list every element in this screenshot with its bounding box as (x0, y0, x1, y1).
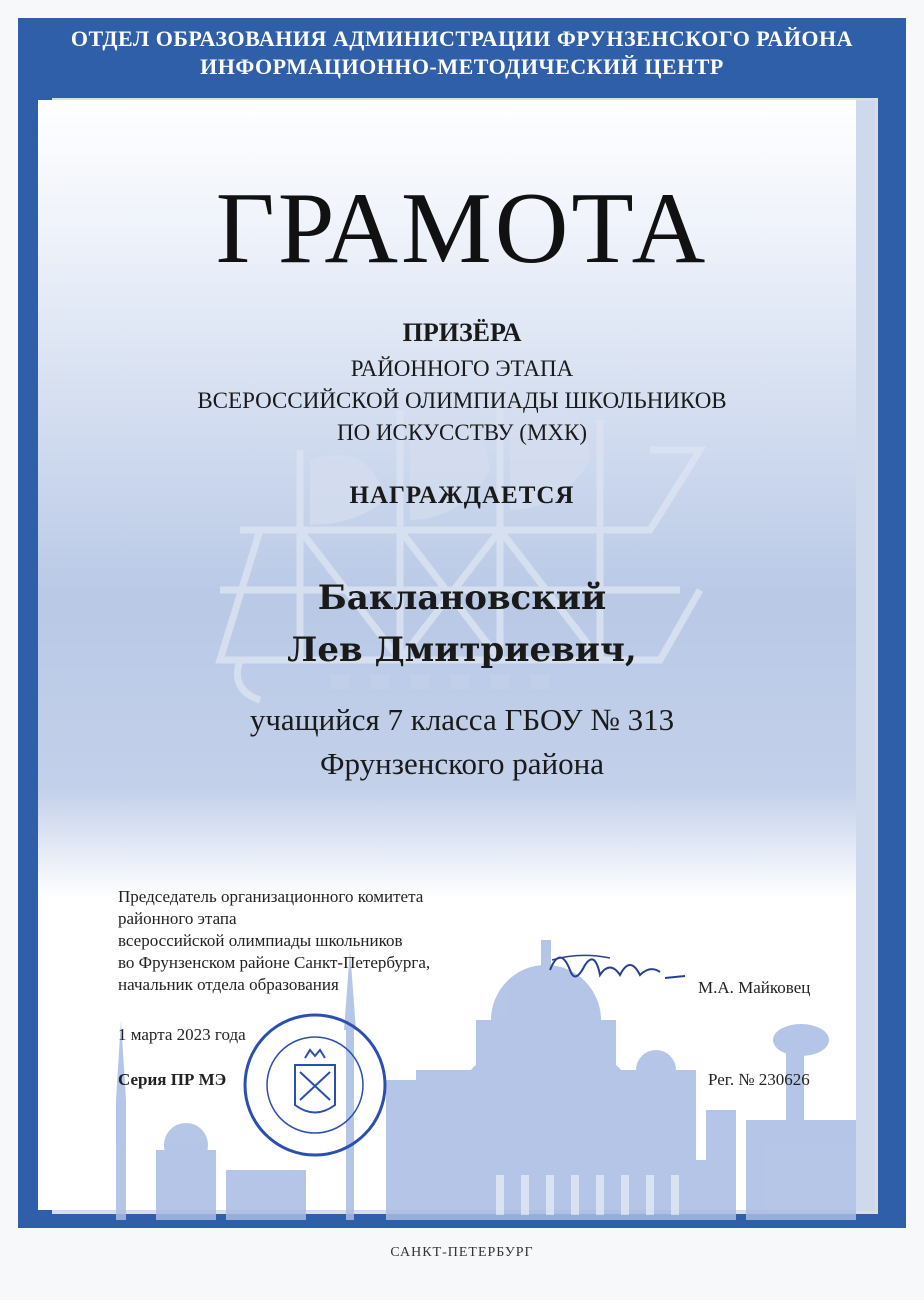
recipient-given-names: Лев Дмитриевич, (287, 630, 637, 670)
student-district: Фрунзенского района (320, 746, 604, 781)
official-seal-icon (240, 1010, 390, 1160)
series-label: Серия ПР МЭ (118, 1070, 227, 1089)
handwritten-signature-icon (540, 940, 690, 1000)
registration-number: Рег. № 230626 (708, 1070, 810, 1089)
signatory-line-4: во Фрунзенском районе Санкт-Петербурга, (118, 953, 431, 972)
student-class-school: учащийся 7 класса ГБОУ № 313 (249, 702, 675, 737)
signatory-line-1: Председатель организационного комитета (118, 887, 424, 906)
signatory-line-3: всероссийской олимпиады школьников (118, 931, 403, 950)
header-line-2: ИНФОРМАЦИОННО-МЕТОДИЧЕСКИЙ ЦЕНТР (200, 54, 724, 79)
header-line-1: ОТДЕЛ ОБРАЗОВАНИЯ АДМИНИСТРАЦИИ ФРУНЗЕНСКОГО РАЙОНА (70, 26, 854, 51)
signatory-line-5: начальник отдела образования (118, 975, 339, 994)
certificate-title: ГРАМОТА (215, 172, 709, 285)
issue-date: 1 марта 2023 года (118, 1025, 246, 1044)
prize-label: ПРИЗЁРА (402, 318, 522, 347)
recipient-surname: Баклановский (317, 578, 607, 618)
footer-city: САНКТ-ПЕТЕРБУРГ (390, 1245, 534, 1260)
signatory-line-2: районного этапа (118, 909, 237, 928)
awarded-label: НАГРАЖДАЕТСЯ (349, 482, 575, 509)
stage-line-2: ВСЕРОССИЙСКОЙ ОЛИМПИАДЫ ШКОЛЬНИКОВ (197, 388, 727, 413)
stage-line-1: РАЙОННОГО ЭТАПА (350, 356, 574, 381)
stage-line-3: ПО ИСКУССТВУ (МХК) (336, 420, 588, 445)
signatory-block (118, 886, 430, 996)
signatory-name: М.А. Майковец (698, 978, 811, 997)
header-band (18, 18, 906, 88)
